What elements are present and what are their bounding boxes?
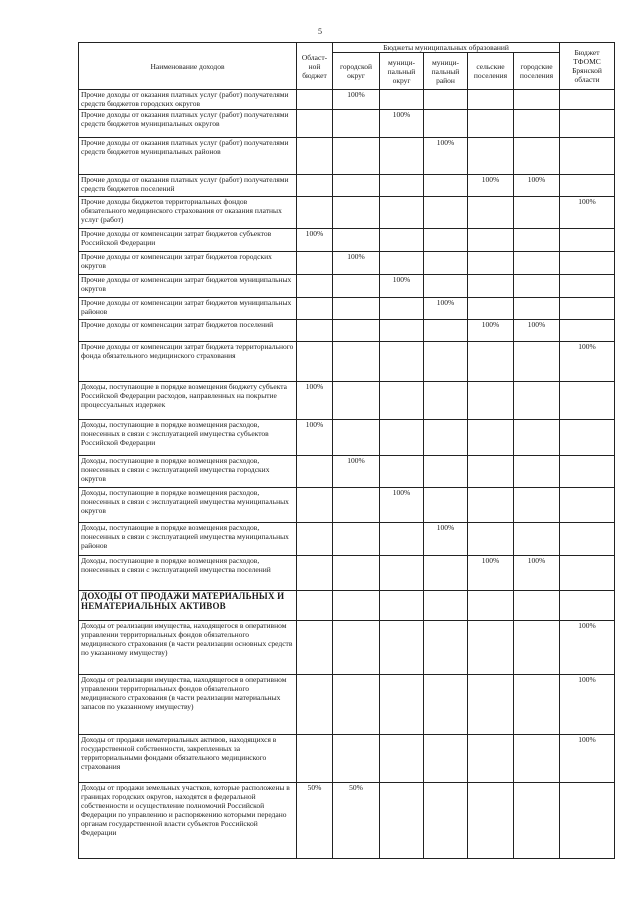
share-cell (560, 320, 615, 342)
share-cell (514, 456, 560, 488)
share-cell: 100% (560, 735, 615, 783)
share-cell (380, 342, 424, 382)
share-cell (380, 523, 424, 556)
share-cell (380, 138, 424, 175)
table-row (79, 488, 615, 523)
share-cell (514, 229, 560, 252)
table-row (79, 523, 615, 556)
revenue-name: Прочие доходы от оказания платных услуг (работ) получателями средств бюджетов муниципальных районов (79, 138, 297, 175)
share-cell (514, 591, 560, 621)
share-cell (514, 110, 560, 138)
share-cell (380, 90, 424, 110)
share-cell (380, 591, 424, 621)
revenue-name: Прочие доходы от компенсации затрат бюджетов муниципальных районов (79, 298, 297, 320)
share-cell (514, 488, 560, 523)
share-cell (333, 175, 380, 197)
share-cell (424, 456, 468, 488)
share-cell: 100% (514, 320, 560, 342)
share-cell (514, 275, 560, 298)
share-cell (560, 110, 615, 138)
share-cell (297, 342, 333, 382)
header-mun-rayon: муници-пальный район (424, 53, 468, 90)
share-cell (468, 456, 514, 488)
share-cell (380, 675, 424, 735)
table-row (79, 252, 615, 275)
revenue-name: Прочие доходы от компенсации затрат бюджета территориального фонда обязательного медицинского страхования (79, 342, 297, 382)
share-cell: 100% (468, 175, 514, 197)
share-cell: 100% (514, 175, 560, 197)
share-cell (468, 621, 514, 675)
share-cell (560, 229, 615, 252)
share-cell (333, 382, 380, 420)
header-urban: городские поселения (514, 53, 560, 90)
revenue-name: Прочие доходы бюджетов территориальных фондов обязательного медицинского страхования от оказания платных услуг (работ) (79, 197, 297, 229)
share-cell (333, 138, 380, 175)
share-cell: 100% (424, 138, 468, 175)
share-cell (380, 229, 424, 252)
share-cell (468, 229, 514, 252)
share-cell (514, 298, 560, 320)
share-cell (297, 556, 333, 591)
share-cell (380, 621, 424, 675)
share-cell (424, 420, 468, 456)
share-cell (424, 621, 468, 675)
table-row (79, 675, 615, 735)
share-cell (468, 675, 514, 735)
revenue-name: Доходы, поступающие в порядке возмещения бюджету субъекта Российской Федерации расходов, направленных на покрытие процессуальных издержек (79, 382, 297, 420)
share-cell (297, 175, 333, 197)
share-cell (514, 420, 560, 456)
table-row (79, 420, 615, 456)
share-cell (297, 456, 333, 488)
share-cell (560, 252, 615, 275)
share-cell (560, 420, 615, 456)
revenue-name: Прочие доходы от компенсации затрат бюджетов муниципальных округов (79, 275, 297, 298)
share-cell (514, 342, 560, 382)
share-cell (424, 488, 468, 523)
revenue-name: Прочие доходы от компенсации затрат бюджетов субъектов Российской Федерации (79, 229, 297, 252)
share-cell (424, 382, 468, 420)
table-row (79, 90, 615, 110)
revenue-distribution-table (78, 42, 615, 859)
revenue-name: Доходы, поступающие в порядке возмещения расходов, понесенных в связи с эксплуатацией имущества субъектов Российской Федерации (79, 420, 297, 456)
share-cell (468, 138, 514, 175)
share-cell (333, 556, 380, 591)
share-cell (560, 90, 615, 110)
share-cell (380, 420, 424, 456)
share-cell (424, 275, 468, 298)
share-cell (380, 197, 424, 229)
share-cell (468, 783, 514, 859)
share-cell (424, 229, 468, 252)
revenue-name: Доходы, поступающие в порядке возмещения расходов, понесенных в связи с эксплуатацией имущества муниципальных округов (79, 488, 297, 523)
revenue-name: Доходы от реализации имущества, находящегося в оперативном управлении территориальных фондов обязательного медицинского страхования (в части реализации основных средств по указанному имуществу) (79, 621, 297, 675)
share-cell: 50% (297, 783, 333, 859)
share-cell (333, 320, 380, 342)
share-cell (380, 382, 424, 420)
share-cell (560, 456, 615, 488)
page-number: 5 (318, 27, 322, 36)
table-row (79, 621, 615, 675)
table-row (79, 298, 615, 320)
share-cell (468, 197, 514, 229)
share-cell (468, 298, 514, 320)
share-cell: 100% (560, 342, 615, 382)
revenue-name: Прочие доходы от оказания платных услуг (работ) получателями средств бюджетов городских округов (79, 90, 297, 110)
share-cell (514, 621, 560, 675)
share-cell (333, 488, 380, 523)
table-row (79, 456, 615, 488)
share-cell (297, 621, 333, 675)
share-cell (468, 420, 514, 456)
share-cell (297, 90, 333, 110)
share-cell (297, 320, 333, 342)
share-cell (468, 523, 514, 556)
share-cell (424, 342, 468, 382)
revenue-name: Прочие доходы от оказания платных услуг (работ) получателями средств бюджетов муниципальных округов (79, 110, 297, 138)
share-cell (297, 197, 333, 229)
share-cell (514, 138, 560, 175)
share-cell (514, 523, 560, 556)
share-cell (380, 456, 424, 488)
share-cell (468, 252, 514, 275)
share-cell (333, 342, 380, 382)
share-cell (297, 523, 333, 556)
share-cell (560, 382, 615, 420)
share-cell: 100% (560, 675, 615, 735)
share-cell (333, 591, 380, 621)
share-cell: 100% (297, 229, 333, 252)
share-cell (333, 275, 380, 298)
table-row (79, 197, 615, 229)
share-cell (424, 783, 468, 859)
share-cell (424, 110, 468, 138)
share-cell (560, 556, 615, 591)
share-cell (560, 275, 615, 298)
share-cell (468, 342, 514, 382)
share-cell: 100% (468, 320, 514, 342)
section-title: ДОХОДЫ ОТ ПРОДАЖИ МАТЕРИАЛЬНЫХ И НЕМАТЕРИАЛЬНЫХ АКТИВОВ (79, 591, 297, 621)
header-regional: Област-ной бюджет (297, 43, 333, 90)
share-cell (514, 90, 560, 110)
share-cell (514, 675, 560, 735)
share-cell (333, 621, 380, 675)
share-cell: 100% (560, 197, 615, 229)
share-cell (380, 735, 424, 783)
table-row (79, 320, 615, 342)
share-cell (297, 591, 333, 621)
share-cell (297, 275, 333, 298)
share-cell (560, 523, 615, 556)
share-cell (424, 675, 468, 735)
share-cell (333, 523, 380, 556)
share-cell (560, 783, 615, 859)
share-cell (297, 138, 333, 175)
share-cell (468, 382, 514, 420)
share-cell: 100% (333, 90, 380, 110)
header-rural: сельские поселения (468, 53, 514, 90)
revenue-name: Доходы от продажи нематериальных активов, находящихся в государственной собственности, закрепленных за территориальными фондами обязательного медицинского страхования (79, 735, 297, 783)
share-cell (333, 675, 380, 735)
share-cell (560, 298, 615, 320)
share-cell (560, 175, 615, 197)
share-cell: 100% (297, 420, 333, 456)
revenue-name: Доходы, поступающие в порядке возмещения расходов, понесенных в связи с эксплуатацией имущества городских округов (79, 456, 297, 488)
share-cell: 100% (297, 382, 333, 420)
share-cell (468, 488, 514, 523)
table-row (79, 783, 615, 859)
section-row (79, 591, 615, 621)
table-row (79, 342, 615, 382)
revenue-name: Доходы, поступающие в порядке возмещения расходов, понесенных в связи с эксплуатацией имущества муниципальных районов (79, 523, 297, 556)
share-cell (380, 298, 424, 320)
share-cell (424, 197, 468, 229)
share-cell: 100% (333, 456, 380, 488)
table-row (79, 175, 615, 197)
share-cell (333, 735, 380, 783)
share-cell (468, 275, 514, 298)
revenue-name: Доходы от реализации имущества, находящегося в оперативном управлении территориальных фондов обязательного медицинского страхования (в части реализации материальных запасов по указанному имуществу) (79, 675, 297, 735)
share-cell (333, 298, 380, 320)
share-cell (468, 110, 514, 138)
revenue-name: Прочие доходы от компенсации затрат бюджетов поселений (79, 320, 297, 342)
share-cell: 100% (514, 556, 560, 591)
share-cell (424, 735, 468, 783)
share-cell: 100% (468, 556, 514, 591)
share-cell (297, 675, 333, 735)
share-cell (333, 197, 380, 229)
table-row (79, 229, 615, 252)
share-cell (297, 298, 333, 320)
header-mun-okrug: муници-пальный округ (380, 53, 424, 90)
share-cell (333, 110, 380, 138)
table-body (79, 90, 615, 859)
share-cell: 100% (424, 298, 468, 320)
table-row (79, 138, 615, 175)
revenue-name: Доходы, поступающие в порядке возмещения расходов, понесенных в связи с эксплуатацией имущества поселений (79, 556, 297, 591)
share-cell (333, 229, 380, 252)
share-cell (297, 488, 333, 523)
share-cell (333, 420, 380, 456)
share-cell: 100% (424, 523, 468, 556)
revenue-name: Прочие доходы от оказания платных услуг (работ) получателями средств бюджетов поселений (79, 175, 297, 197)
header-name: Наименование доходов (79, 43, 297, 90)
revenue-name: Прочие доходы от компенсации затрат бюджетов городских округов (79, 252, 297, 275)
share-cell (514, 382, 560, 420)
share-cell (468, 591, 514, 621)
table-row (79, 382, 615, 420)
share-cell (297, 110, 333, 138)
share-cell (468, 90, 514, 110)
share-cell (297, 735, 333, 783)
share-cell: 100% (380, 488, 424, 523)
table-row (79, 110, 615, 138)
share-cell (514, 783, 560, 859)
share-cell: 100% (560, 621, 615, 675)
share-cell: 100% (333, 252, 380, 275)
share-cell (560, 138, 615, 175)
table-row (79, 735, 615, 783)
share-cell (424, 556, 468, 591)
share-cell: 50% (333, 783, 380, 859)
share-cell (514, 735, 560, 783)
revenue-name: Доходы от продажи земельных участков, которые расположены в границах городских округов, находятся в федеральной собственности и осуществление полномочий Российской Федерации по управлению и распоряжению которыми передано органам государственной власти субъектов Российской Федерации (79, 783, 297, 859)
share-cell (424, 175, 468, 197)
share-cell (560, 591, 615, 621)
share-cell (380, 783, 424, 859)
header-tfoms: Бюджет ТФОМС Брянской области (560, 43, 615, 90)
share-cell: 100% (380, 275, 424, 298)
share-cell (560, 488, 615, 523)
share-cell (424, 90, 468, 110)
share-cell (380, 556, 424, 591)
share-cell (380, 175, 424, 197)
share-cell (514, 197, 560, 229)
share-cell (468, 735, 514, 783)
header-municipal-group: Бюджеты муниципальных образований (333, 43, 560, 53)
table-row (79, 275, 615, 298)
share-cell: 100% (380, 110, 424, 138)
share-cell (424, 252, 468, 275)
share-cell (380, 320, 424, 342)
share-cell (297, 252, 333, 275)
table-row (79, 556, 615, 591)
header-city-okrug: городской округ (333, 53, 380, 90)
share-cell (424, 591, 468, 621)
share-cell (380, 252, 424, 275)
share-cell (514, 252, 560, 275)
share-cell (424, 320, 468, 342)
